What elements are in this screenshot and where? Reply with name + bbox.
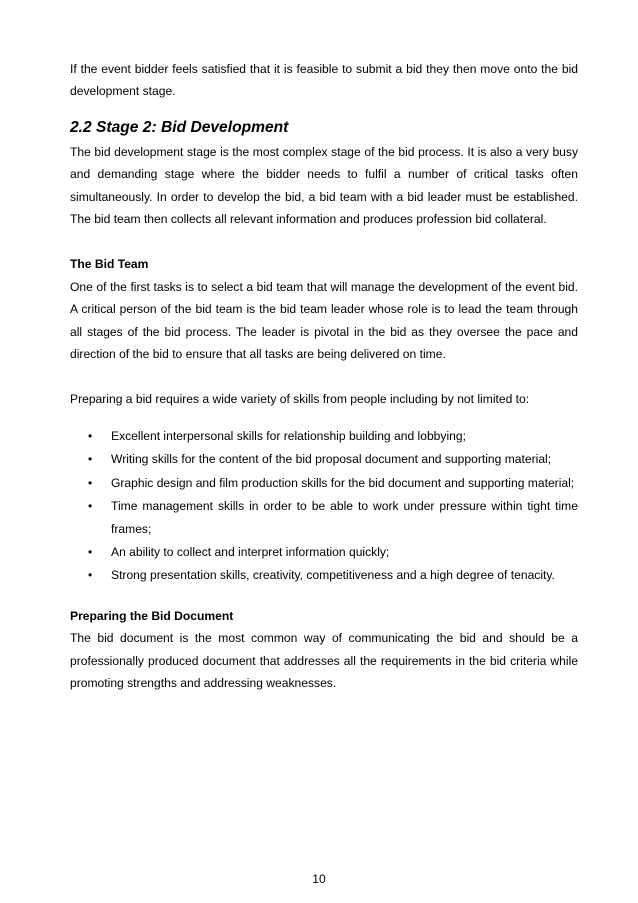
intro-paragraph: If the event bidder feels satisfied that it is feasible to submit a bid they then move onto the bid development stage. (70, 62, 578, 99)
page-number: 10 (312, 872, 326, 886)
bullet-icon: • (88, 452, 93, 467)
bullet-icon: • (88, 428, 93, 443)
skills-list (70, 425, 578, 587)
list-item-text: Time management skills in order to be able to work under pressure within tight time frames; (111, 499, 578, 536)
bid-document-paragraph: The bid document is the most common way of communicating the bid and should be a professionally produced document that addresses all the requirements in the bid criteria while promoting strengths and addressing weaknesses. (70, 631, 578, 690)
list-item-text: Graphic design and film production skills for the bid document and supporting material; (111, 475, 575, 490)
section-paragraph: The bid development stage is the most complex stage of the bid process. It is also a very busy and demanding stage where the bidder needs to fulfil a number of critical tasks often simultaneously. In order to develop the bid, a bid team with a bid leader must be established. The bid team then collects all relevant information and produces profession bid collateral. (70, 144, 578, 227)
bid-team-heading: The Bid Team (70, 257, 149, 272)
list-item (70, 472, 578, 494)
list-item (70, 448, 578, 470)
bid-document-heading: Preparing the Bid Document (70, 608, 234, 623)
list-item-text: Writing skills for the content of the bid proposal document and supporting material; (111, 452, 552, 467)
document-body (70, 58, 578, 694)
bullet-icon: • (88, 475, 93, 490)
list-item (70, 425, 578, 447)
list-item (70, 495, 578, 540)
list-item-text: Strong presentation skills, creativity, competitiveness and a high degree of tenacity. (111, 568, 555, 583)
skills-intro: Preparing a bid requires a wide variety of skills from people including by not limited to: (70, 392, 530, 407)
bid-team-paragraph: One of the first tasks is to select a bid team that will manage the development of the event bid. A critical person of the bid team is the bid team leader whose role is to lead the team through all stages of the bid process. The leader is pivotal in the bid as they oversee the pace and direction of the bid to ensure that all tasks are being delivered on time. (70, 279, 578, 362)
list-item (70, 541, 578, 563)
list-item (70, 564, 578, 586)
section-heading: 2.2 Stage 2: Bid Development (70, 118, 289, 136)
bullet-icon: • (88, 544, 93, 559)
bullet-icon: • (88, 568, 93, 583)
bullet-icon: • (88, 499, 93, 514)
list-item-text: An ability to collect and interpret information quickly; (111, 544, 390, 559)
list-item-text: Excellent interpersonal skills for relationship building and lobbying; (111, 428, 466, 443)
